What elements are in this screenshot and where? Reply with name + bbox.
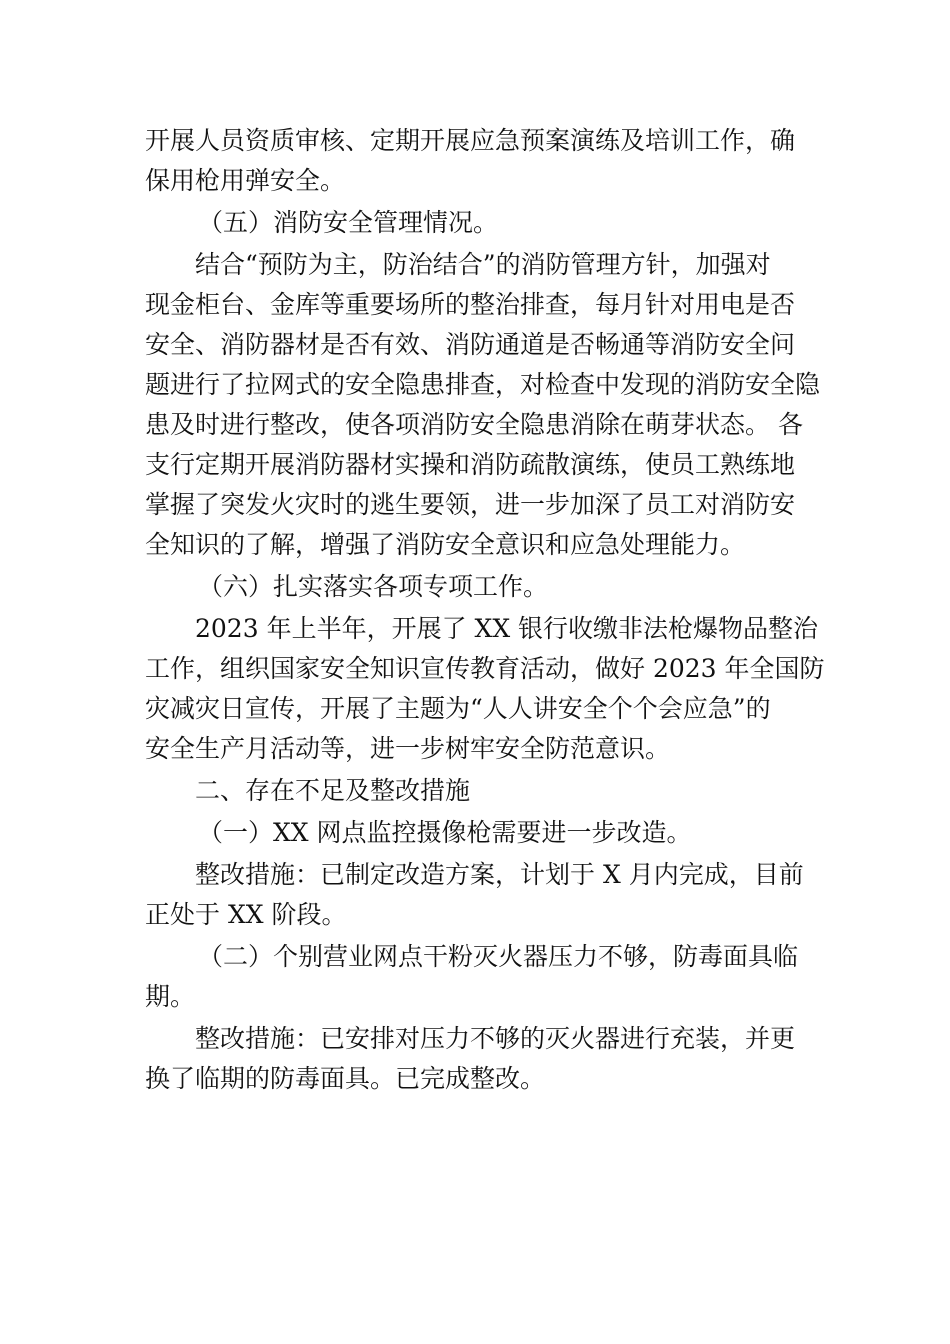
section-heading: （一）XX 网点监控摄像枪需要进一步改造。 <box>198 818 692 847</box>
text-line: 安全、消防器材是否有效、消防通道是否畅通等消防安全问 <box>145 330 796 359</box>
section-heading: （六）扎实落实各项专项工作。 <box>198 572 549 601</box>
text-line: 现金柜台、金库等重要场所的整治排查，每月针对用电是否 <box>145 290 796 319</box>
text-line: 全知识的了解，增强了消防安全意识和应急处理能力。 <box>145 530 746 559</box>
section-heading: 二、存在不足及整改措施 <box>195 776 471 805</box>
text-line: 结合“预防为主，防治结合”的消防管理方针，加强对 <box>195 250 771 279</box>
text-line: 期。 <box>145 982 196 1011</box>
text-line: 灾减灾日宣传，开展了主题为“人人讲安全个个会应急”的 <box>145 694 771 723</box>
text-line: 开展人员资质审核、定期开展应急预案演练及培训工作，确 <box>145 126 796 155</box>
text-line: 患及时进行整改，使各项消防安全隐患消除在萌芽状态。 各 <box>145 410 803 439</box>
text-line: 掌握了突发火灾时的逃生要领，进一步加深了员工对消防安 <box>145 490 796 519</box>
text-line: 保用枪用弹安全。 <box>145 166 346 195</box>
section-heading: （二）个别营业网点干粉灭火器压力不够，防毒面具临 <box>198 942 799 971</box>
text-line: 整改措施：已制定改造方案，计划于 X 月内完成，目前 <box>195 860 804 889</box>
text-line: 2023 年上半年，开展了 XX 银行收缴非法枪爆物品整治 <box>195 614 819 643</box>
text-line: 题进行了拉网式的安全隐患排查，对检查中发现的消防安全隐 <box>145 370 821 399</box>
text-line: 支行定期开展消防器材实操和消防疏散演练，使员工熟练地 <box>145 450 796 479</box>
text-line: 换了临期的防毒面具。已完成整改。 <box>145 1064 546 1093</box>
text-line: 工作，组织国家安全知识宣传教育活动，做好 2023 年全国防 <box>145 654 825 683</box>
section-heading: （五）消防安全管理情况。 <box>198 208 499 237</box>
text-line: 正处于 XX 阶段。 <box>145 900 347 929</box>
text-line: 整改措施：已安排对压力不够的灭火器进行充装，并更 <box>195 1024 796 1053</box>
text-line: 安全生产月活动等，进一步树牢安全防范意识。 <box>145 734 671 763</box>
